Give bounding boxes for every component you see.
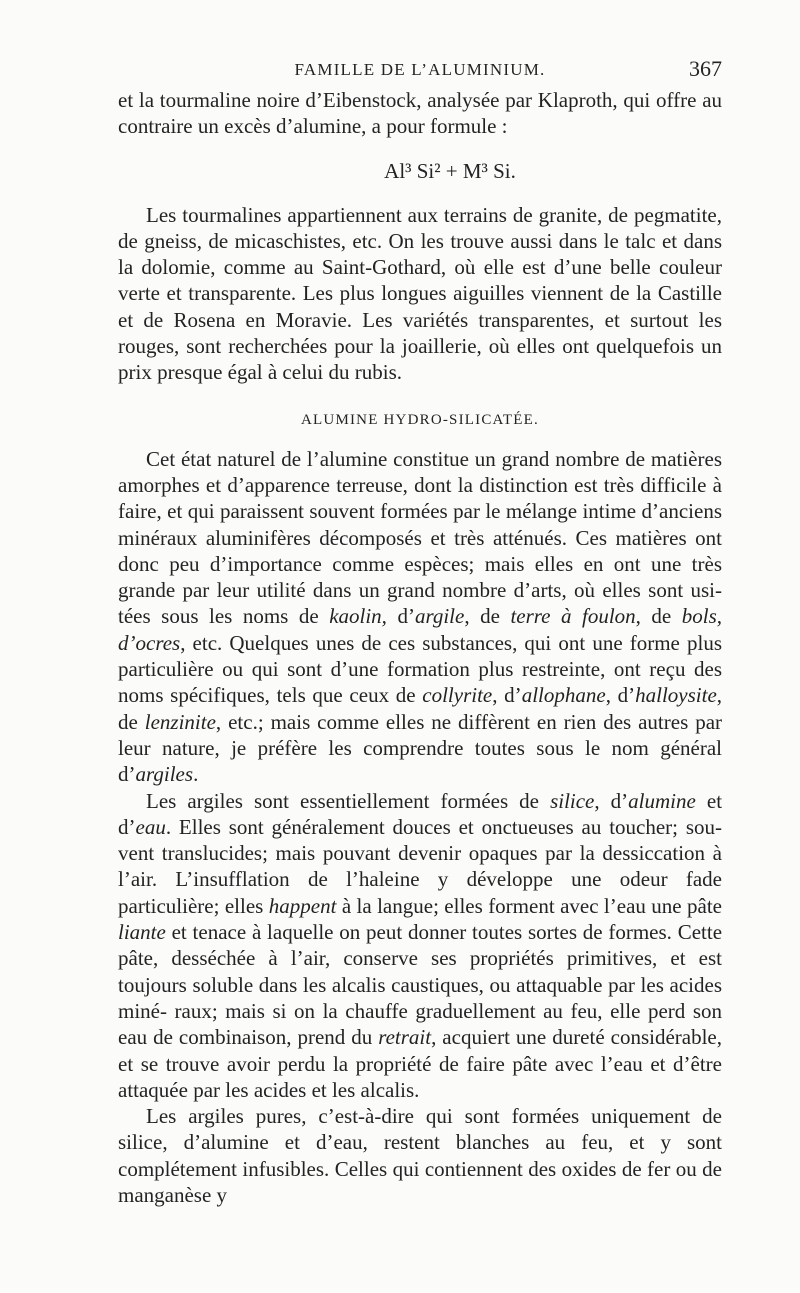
line-p3-3: minéraux aluminifères décomposés et très atténués. Ces matières ont bbox=[118, 525, 722, 550]
page-number: 367 bbox=[689, 56, 722, 81]
term-allophane: allophane bbox=[521, 683, 606, 708]
paragraph-continuation bbox=[118, 87, 722, 140]
text-fragment: elles bbox=[224, 893, 264, 918]
line-p5-1: d’alumine et d’eau, restent blanches au feu, et y sont complétement bbox=[118, 1130, 723, 1181]
term-eau: eau bbox=[135, 814, 166, 839]
text-fragment: , d’ bbox=[605, 683, 636, 708]
paragraph-tourmalines bbox=[118, 202, 722, 386]
line-p3-4: donc peu d’importance comme espèces; mais elles en ont une très bbox=[118, 551, 722, 576]
line-p3-5: grande par leur utilité dans un grand nombre d’arts, où elles sont usi- bbox=[118, 578, 722, 603]
text-fragment: , etc. Quelques unes de ces substances, qui ont une forme plus bbox=[180, 630, 722, 655]
header-title: FAMILLE DE L’ALUMINIUM. bbox=[294, 60, 546, 79]
line-p4-15: tenace à laquelle on peut donner toutes sortes de formes. Cette pâte, bbox=[118, 920, 723, 971]
text-fragment: noms spécifiques, tels que ceux de bbox=[118, 683, 416, 708]
term-lenzinite: lenzinite bbox=[144, 709, 216, 734]
running-header bbox=[118, 56, 722, 86]
term-collyrite: collyrite bbox=[422, 683, 493, 708]
term-ocres: d’ocres bbox=[118, 630, 181, 655]
term-halloysite: halloysite bbox=[635, 683, 717, 708]
text-fragment: . Elles sont généralement douces et onctueuses au toucher; sou- bbox=[165, 814, 722, 839]
line-p2-4: et de Rosena en Moravie. Les variétés transparentes, et surtout les bbox=[118, 307, 722, 332]
line-p1-0: et la tourmaline noire d’Eibenstock, analysée par Klaproth, qui offre bbox=[118, 88, 697, 112]
text-fragment: d’ bbox=[118, 762, 136, 787]
line-p2-6: prix presque égal à celui du rubis. bbox=[118, 360, 402, 385]
line-p4-17: soluble dans les alcalis caustiques, ou attaquable par les acides miné- bbox=[118, 972, 722, 1023]
line-p5-2: infusibles. Celles qui contiennent des oxides de fer ou de manganèse y bbox=[118, 1156, 722, 1207]
term-bols: bols, bbox=[681, 604, 723, 629]
text-fragment: , de bbox=[635, 604, 672, 629]
paragraph-alumine bbox=[118, 446, 722, 788]
text-fragment: de bbox=[118, 709, 138, 734]
term-liante: liante bbox=[118, 920, 166, 945]
line-p2-1: de gneiss, de micaschistes, etc. On les trouve aussi dans le talc et dans bbox=[118, 228, 722, 253]
line-p3-0: Cet état naturel de l’alumine constitue un grand nombre de matières bbox=[146, 446, 722, 471]
text-fragment: , de bbox=[464, 604, 500, 629]
text-fragment: à la langue; elles forment avec l’eau une pâte bbox=[341, 893, 723, 918]
text-fragment: d’ bbox=[397, 604, 415, 629]
term-argiles: argiles bbox=[135, 762, 194, 787]
line-p4-18: raux; mais si on la chauffe graduellement au feu, elle perd son eau bbox=[118, 998, 723, 1050]
line-p1-1: au contraire un excès d’alumine, a pour formule : bbox=[118, 88, 723, 139]
line-p3-16: particulière ou qui sont d’une formation plus restreinte, ont reçu des bbox=[118, 657, 722, 682]
line-p2-2: la dolomie, comme au Saint-Gothard, où elle est d’une belle couleur bbox=[118, 255, 722, 280]
text-fragment: . bbox=[193, 762, 199, 787]
term-retrait: retrait bbox=[378, 1025, 432, 1050]
term-argile: argile bbox=[414, 604, 465, 629]
text-fragment: , d’ bbox=[594, 788, 629, 813]
section-heading: ALUMINE HYDRO-SILICATÉE. bbox=[301, 411, 539, 428]
line-p3-6: tées sous les noms de bbox=[118, 604, 319, 629]
term-happent: happent bbox=[268, 893, 337, 918]
text-fragment: d’ bbox=[118, 814, 136, 839]
text-fragment: , bbox=[716, 683, 723, 708]
term-silice: silice bbox=[550, 788, 595, 813]
paragraph-argiles bbox=[118, 788, 722, 1104]
paragraph-argiles-pures bbox=[118, 1103, 722, 1208]
chemical-formula bbox=[118, 140, 722, 202]
line-p4-9: l’air. L’insufflation de l’haleine y développe une odeur fade particulière; bbox=[118, 867, 722, 918]
text-fragment: de combinaison, prend du bbox=[153, 1025, 373, 1050]
text-fragment: et bbox=[706, 788, 723, 813]
line-p5-0: Les argiles pures, c’est-à-dire qui sont formées uniquement de silice, bbox=[118, 1104, 722, 1155]
term-terre-a-foulon: terre à foulon bbox=[510, 604, 636, 629]
line-p2-0: Les tourmalines appartiennent aux terrains de granite, de pegmatite, bbox=[146, 202, 722, 227]
line-p3-2: faire, et qui paraissent souvent formées par le mélange intime d’anciens bbox=[118, 499, 722, 524]
line-p4-8: vent translucides; mais pouvant devenir opaques par la dessiccation à bbox=[118, 841, 722, 866]
line-p4-16: desséchée à l’air, conserve ses propriétés primitives, et est toujours bbox=[118, 946, 723, 997]
line-p3-27: par leur nature, je préfère les comprendre toutes sous le nom général bbox=[118, 709, 723, 760]
page-body bbox=[118, 87, 722, 1208]
term-alumine: alumine bbox=[628, 788, 696, 813]
formula-text: Al³ Si² + M³ Si. bbox=[384, 158, 516, 183]
line-p2-3: verte et transparente. Les plus longues aiguilles viennent de la Castille bbox=[118, 281, 722, 306]
line-p4-23: attaquée par les acides et les alcalis. bbox=[118, 1077, 420, 1102]
term-kaolin: kaolin, bbox=[329, 604, 387, 629]
line-p2-5: rouges, sont recherchées pour la joaillerie, où elles ont quelquefois un bbox=[118, 334, 722, 359]
text-fragment: , d’ bbox=[492, 683, 522, 708]
text-fragment: et bbox=[171, 920, 187, 945]
line-p3-1: amorphes et d’apparence terreuse, dont la distinction est très difficile à bbox=[118, 472, 722, 497]
text-fragment: , acquiert une dureté considérable, bbox=[431, 1025, 722, 1050]
text-fragment: , etc.; mais comme elles ne diffèrent en rien des autres bbox=[215, 709, 689, 734]
text-fragment: Les argiles sont essentiellement formées de bbox=[146, 788, 540, 813]
line-p4-22: et se trouve avoir perdu la propriété de faire pâte avec l’eau et d’être bbox=[118, 1051, 722, 1076]
